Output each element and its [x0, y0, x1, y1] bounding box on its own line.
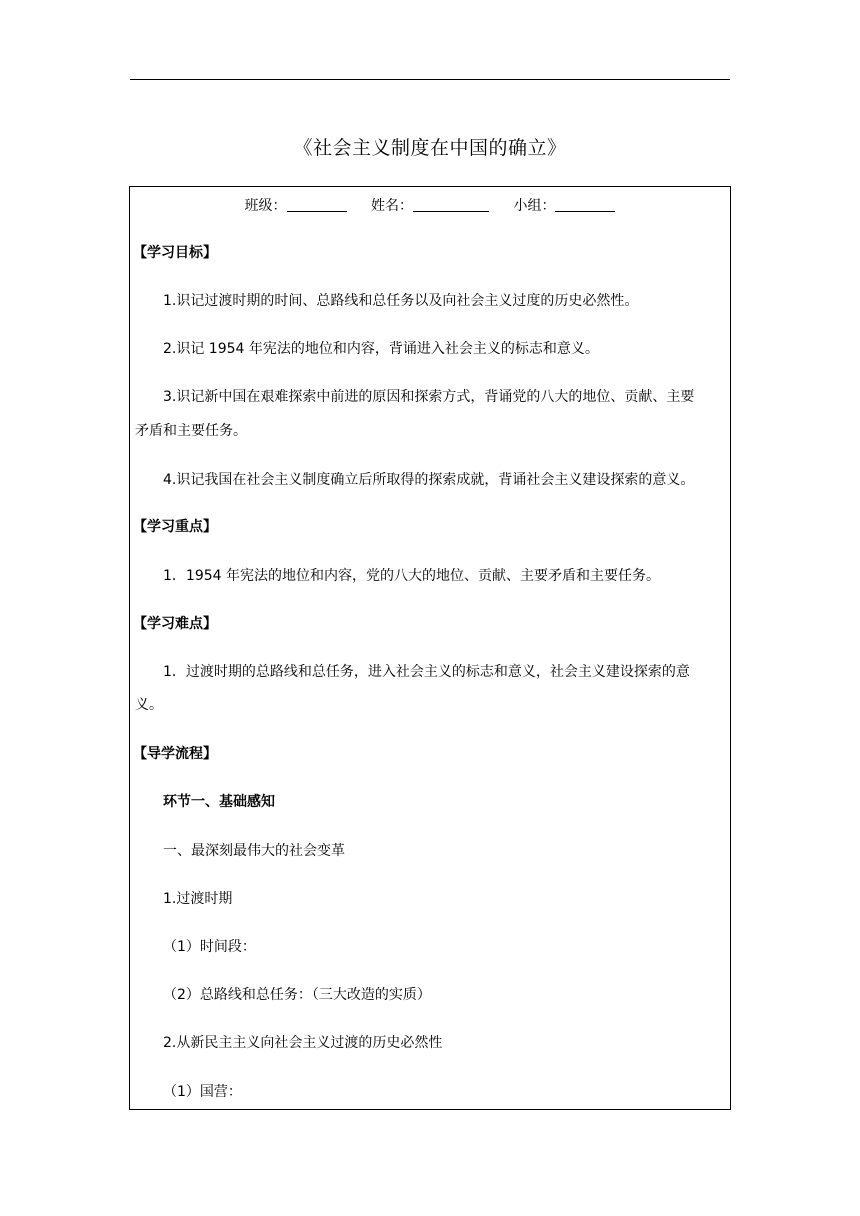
- goal-item: 4.识记我国在社会主义制度确立后所取得的探索成就，背诵社会主义建设探索的意义。: [163, 472, 695, 488]
- goals-heading: 【学习目标】: [133, 245, 217, 261]
- goal-item: 3.识记新中国在艰难探索中前进的原因和探索方式，背诵党的八大的地位、贡献、主要: [163, 389, 695, 405]
- name-field: [371, 198, 493, 214]
- goal-item-continued: 矛盾和主要任务。: [135, 423, 247, 439]
- key-points-heading: 【学习重点】: [133, 519, 217, 535]
- header-rule: [130, 79, 730, 80]
- key-point-item: 1．1954 年宪法的地位和内容，党的八大的地位、贡献、主要矛盾和主要任务。: [163, 568, 660, 584]
- name-label: 姓名：: [371, 198, 413, 214]
- process-item: 一、最深刻最伟大的社会变革: [163, 843, 345, 859]
- class-field: [245, 198, 351, 214]
- process-item: 1.过渡时期: [163, 891, 233, 907]
- goal-item: 2.识记 1954 年宪法的地位和内容，背诵进入社会主义的标志和意义。: [163, 341, 599, 357]
- group-blank[interactable]: [555, 197, 615, 212]
- document-title: 《社会主义制度在中国的确立》: [293, 137, 567, 159]
- process-heading: 【导学流程】: [133, 746, 217, 762]
- difficulties-heading: 【学习难点】: [133, 616, 217, 632]
- difficulty-item-continued: 义。: [135, 697, 163, 713]
- name-blank[interactable]: [413, 197, 489, 212]
- worksheet-table: [129, 186, 731, 1110]
- group-label: 小组：: [513, 198, 556, 214]
- goal-item: 1.识记过渡时期的时间、总路线和总任务以及向社会主义过度的历史必然性。: [163, 293, 639, 309]
- process-item: 2.从新民主主义向社会主义过渡的历史必然性: [163, 1035, 443, 1051]
- process-item: （2）总路线和总任务：（三大改造的实质）: [163, 987, 431, 1003]
- student-info-row: [130, 196, 730, 216]
- process-item: （1）国营：: [163, 1084, 242, 1100]
- group-field: [513, 198, 615, 214]
- class-label: 班级：: [244, 198, 287, 214]
- process-item: （1）时间段：: [163, 939, 256, 955]
- difficulty-item: 1．过渡时期的总路线和总任务，进入社会主义的标志和意义，社会主义建设探索的意: [163, 664, 690, 680]
- process-section-title: 环节一、基础感知: [163, 794, 275, 810]
- class-blank[interactable]: [287, 197, 347, 212]
